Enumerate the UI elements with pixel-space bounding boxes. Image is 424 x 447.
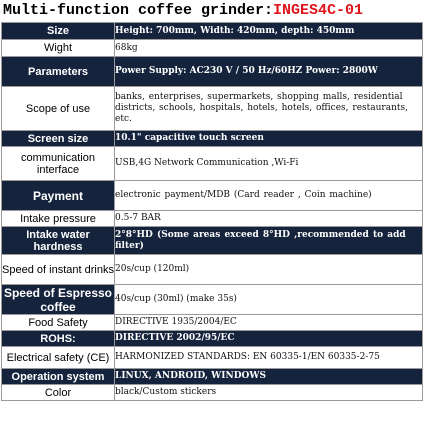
spec-label: Electrical safety (CE) [2, 347, 115, 369]
spec-label: Intake pressure [2, 211, 115, 227]
spec-label: Parameters [2, 57, 115, 87]
spec-row-os [2, 369, 423, 385]
spec-value: DIRECTIVE 2002/95/EC [115, 331, 423, 347]
spec-row-rohs [2, 331, 423, 347]
spec-label: Screen size [2, 131, 115, 147]
spec-row-communication [2, 147, 423, 181]
spec-row-electrical-safety [2, 347, 423, 369]
spec-row-scope [2, 87, 423, 131]
spec-value: Height: 700mm, Width: 420mm, depth: 450mm [115, 23, 423, 40]
spec-value: 68kg [115, 40, 423, 57]
page-title [0, 0, 424, 22]
spec-label: Payment [2, 181, 115, 211]
spec-label: Color [2, 385, 115, 401]
spec-row-weight [2, 40, 423, 57]
spec-row-hardness [2, 227, 423, 255]
spec-value: HARMONIZED STANDARDS: EN 60335-1/EN 60335-2-75 [115, 347, 423, 369]
spec-row-size [2, 23, 423, 40]
spec-value: 0.5-7 BAR [115, 211, 423, 227]
spec-row-espresso-speed [2, 285, 423, 315]
spec-value: DIRECTIVE 1935/2004/EC [115, 315, 423, 331]
spec-label: Scope of use [2, 87, 115, 131]
spec-label: communication interface [2, 147, 115, 181]
spec-row-food-safety [2, 315, 423, 331]
spec-value: USB,4G Network Communication ,Wi-Fi [115, 147, 423, 181]
spec-label: Size [2, 23, 115, 40]
spec-label: Operation system [2, 369, 115, 385]
spec-row-screen [2, 131, 423, 147]
spec-row-instant-speed [2, 255, 423, 285]
spec-label: Speed of Espresso coffee [2, 285, 115, 315]
spec-label: Food Safety [2, 315, 115, 331]
spec-value: black/Custom stickers [115, 385, 423, 401]
spec-label: Wight [2, 40, 115, 57]
spec-table [1, 22, 423, 401]
spec-value: Power Supply: AC230 V / 50 Hz/60HZ Power: 2800W [115, 57, 423, 87]
spec-label: Speed of instant drinks [2, 255, 115, 285]
spec-row-parameters [2, 57, 423, 87]
spec-value: 20s/cup (120ml) [115, 255, 423, 285]
title-prefix: Multi-function coffee grinder: [3, 2, 274, 19]
spec-value: LINUX, ANDROID, WINDOWS [115, 369, 423, 385]
spec-value: electronic payment/MDB (Card reader , Coin machine) [115, 181, 423, 211]
title-model: INGES4C-01 [273, 2, 364, 19]
spec-row-payment [2, 181, 423, 211]
spec-value: banks, enterprises, supermarkets, shopping malls, residential districts, schools, hospitals, hotels, hotels, offices, restaurants, etc. [115, 87, 423, 131]
spec-value: 2°8°HD (Some areas exceed 8°HD ,recommended to add filter) [115, 227, 423, 255]
spec-value: 40s/cup (30ml) (make 35s) [115, 285, 423, 315]
spec-row-pressure [2, 211, 423, 227]
spec-value: 10.1" capacitive touch screen [115, 131, 423, 147]
spec-label: Intake water hardness [2, 227, 115, 255]
spec-label: ROHS: [2, 331, 115, 347]
spec-row-color [2, 385, 423, 401]
